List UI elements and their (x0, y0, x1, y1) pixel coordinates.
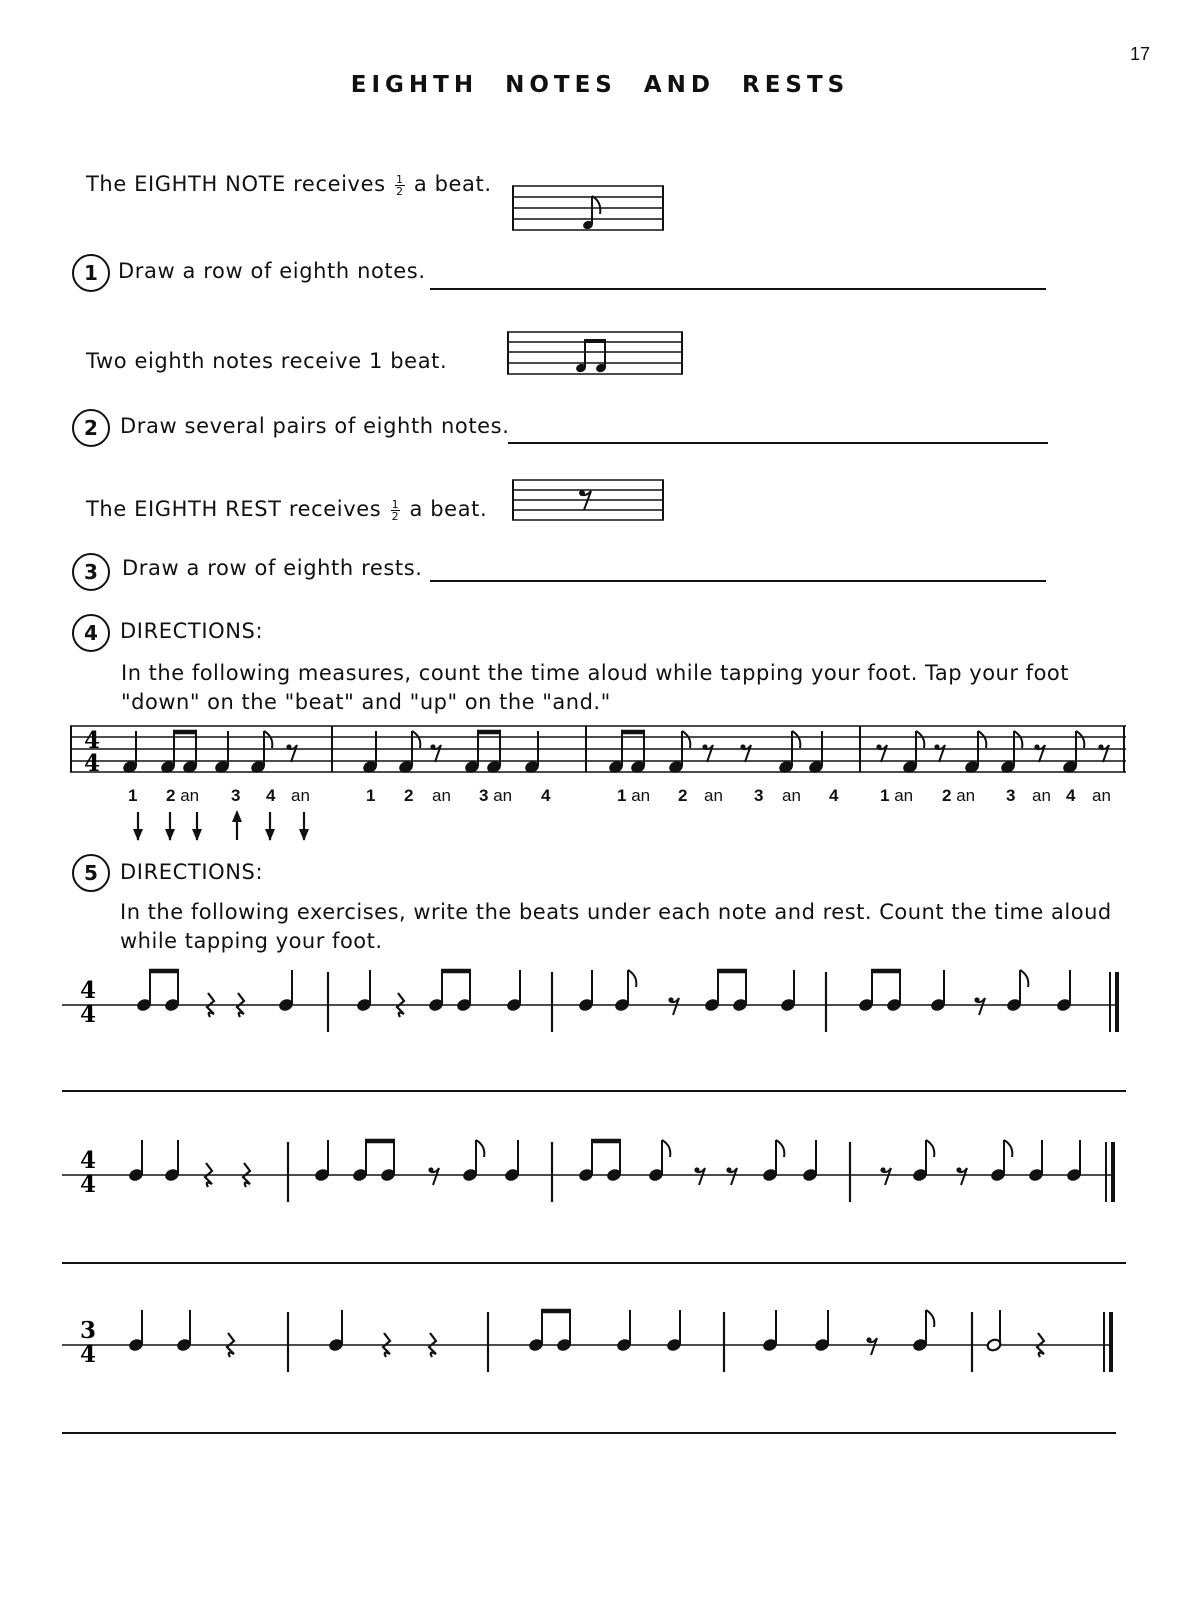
arrow-down-icon (299, 812, 309, 841)
count-and: an (291, 786, 310, 805)
eighth-rest (880, 1167, 891, 1185)
eighth-rest (726, 1167, 737, 1185)
count-beat: 1 (880, 786, 890, 805)
count-beat: 3 (231, 786, 241, 805)
exercise-3-text: Draw a row of eighth rests. (122, 556, 423, 580)
exercise-number-5: 5 (72, 854, 110, 892)
count-and: an (626, 786, 651, 805)
note-flag (476, 1140, 484, 1157)
count-and: an (704, 786, 723, 805)
eighth-rest (428, 1167, 439, 1185)
exercise-number-1: 1 (72, 254, 110, 292)
count-and: an (889, 786, 914, 805)
count-beat: 3 (479, 786, 489, 805)
rhythm-row-2 (60, 1130, 1130, 1220)
note-flag (926, 1310, 934, 1327)
note-flag (662, 1140, 670, 1157)
count-and: an (1032, 786, 1051, 805)
count-beat: 2 (404, 786, 414, 805)
exercise-4-directions: In the following measures, count the time aloud while tapping your foot. Tap your foot "down" on the "beat" and "up" on the "and." (121, 661, 1069, 714)
count-and: an (951, 786, 976, 805)
time-signature-top: 4 (80, 977, 97, 1004)
rhythm-notes (128, 1140, 1082, 1187)
rhythm-row-1 (60, 960, 1130, 1050)
statement-text: The EIGHTH REST receives (86, 497, 382, 521)
fraction-denominator: 2 (395, 184, 404, 198)
arrow-down-icon (192, 812, 202, 841)
count-and: an (488, 786, 513, 805)
eighth-rest (956, 1167, 967, 1185)
exercise-4-heading: DIRECTIONS: (120, 619, 264, 643)
arrow-down-icon (133, 812, 143, 841)
count-beat: 2 (166, 786, 176, 805)
count-beat: 4 (829, 786, 839, 805)
two-eighths-statement: Two eighth notes receive 1 beat. (86, 349, 448, 373)
note-flag (926, 1140, 934, 1157)
note-flag (628, 970, 636, 987)
rhythm-row-3 (60, 1300, 1130, 1390)
beats-answer-line-3[interactable] (62, 1432, 1116, 1434)
count-beat: 1 (366, 786, 376, 805)
eighth-rest (668, 997, 679, 1015)
fraction-numerator: 1 (395, 172, 404, 186)
statement-text: a beat. (413, 172, 492, 196)
count-and: an (432, 786, 451, 805)
rhythm-notes (128, 1310, 1044, 1357)
arrow-up-icon (232, 810, 242, 840)
exercise-2-text: Draw several pairs of eighth notes. (120, 414, 510, 438)
count-and: an (782, 786, 801, 805)
count-and: an (175, 786, 200, 805)
exercise-1-text: Draw a row of eighth notes. (118, 259, 426, 283)
beats-answer-line-2[interactable] (62, 1262, 1126, 1264)
statement-text: a beat. (409, 497, 488, 521)
time-signature-top: 4 (84, 727, 101, 754)
note-flag (776, 1140, 784, 1157)
exercise-5-heading: DIRECTIONS: (120, 860, 264, 884)
beats-answer-line-1[interactable] (62, 1090, 1126, 1092)
count-beat: 3 (1006, 786, 1016, 805)
count-beat: 4 (266, 786, 276, 805)
time-signature-bottom: 4 (84, 750, 101, 777)
arrow-down-icon (165, 812, 175, 841)
eighth-rest (866, 1337, 877, 1355)
count-beat: 3 (754, 786, 764, 805)
time-signature-bottom: 4 (80, 1001, 97, 1028)
exercise-number-2: 2 (72, 409, 110, 447)
eighth-rest (694, 1167, 705, 1185)
statement-text: The EIGHTH NOTE receives (86, 172, 386, 196)
page-title: EIGHTH NOTES AND RESTS (350, 72, 850, 98)
count-beat: 1 (617, 786, 627, 805)
page-number: 17 (1130, 44, 1151, 64)
exercise-number-4: 4 (72, 614, 110, 652)
count-beat: 2 (678, 786, 688, 805)
count-beat: 1 (128, 786, 138, 805)
count-beat: 4 (1066, 786, 1076, 805)
count-and: an (1092, 786, 1111, 805)
count-beat: 4 (541, 786, 551, 805)
note-flag (1020, 970, 1028, 987)
arrow-down-icon (265, 812, 275, 841)
note-flag (1004, 1140, 1012, 1157)
time-signature-bottom: 4 (80, 1171, 97, 1198)
fraction-denominator: 2 (391, 509, 400, 523)
count-beat: 2 (942, 786, 952, 805)
time-signature-bottom: 4 (80, 1341, 97, 1368)
eighth-rest (974, 997, 985, 1015)
fraction-numerator: 1 (391, 497, 400, 511)
exercise-5-directions: In the following exercises, write the beats under each note and rest. Count the time aloud while tapping your foot. (120, 900, 1112, 953)
time-signature-top: 4 (80, 1147, 97, 1174)
exercise-number-3: 3 (72, 553, 110, 591)
rhythm-notes (136, 970, 1072, 1017)
time-signature-top: 3 (80, 1317, 97, 1344)
